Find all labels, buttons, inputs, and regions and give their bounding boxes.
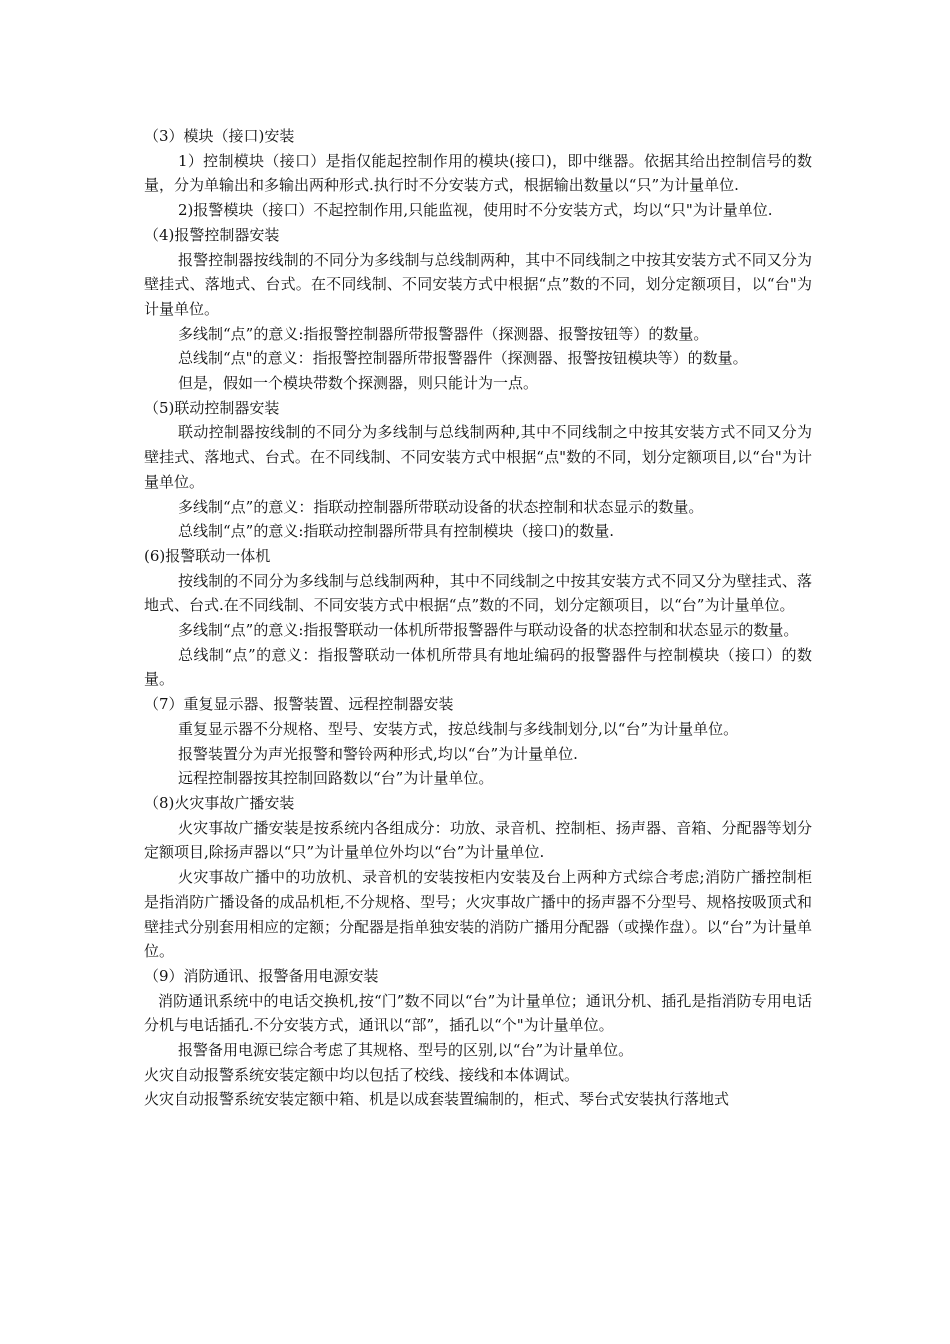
paragraph: 2)报警模块（接口）不起控制作用,只能监视，使用时不分安装方式，均以“只"为计量单位. (178, 201, 773, 220)
paragraph: 但是，假如一个模块带数个探测器，则只能计为一点。 (178, 374, 539, 393)
section-heading-4: （4)报警控制器安装 (144, 225, 280, 244)
paragraph: 总线制“点”的意义:指联动控制器所带具有控制模块（接口)的数量. (178, 522, 615, 541)
paragraph: 联动控制器按线制的不同分为多线制与总线制两种,其中不同线制之中按其安装方式不同又分为壁挂式、落地式、台式。在不同线制、不同安装方式中根据“点"数的不同，划分定额项目,以“台"为计量单位。 (144, 423, 812, 491)
paragraph: 报警备用电源已综合考虑了其规格、型号的区别,以“台”为计量单位。 (178, 1041, 634, 1060)
paragraph: 1）控制模块（接口）是指仅能起控制作用的模块(接口)，即中继器。依据其给出控制信号的数量，分为单输出和多输出两种形式.执行时不分安装方式，根据输出数量以“只”为计量单位. (144, 151, 812, 195)
paragraph: 报警控制器按线制的不同分为多线制与总线制两种，其中不同线制之中按其安装方式不同又分为壁挂式、落地式、台式。在不同线制、不同安装方式中根据“点”数的不同，划分定额项目，以“台"为计量单位。 (144, 250, 812, 318)
paragraph: 报警装置分为声光报警和警铃两种形式,均以“台”为计量单位. (178, 744, 578, 763)
paragraph: 重复显示器不分规格、型号、安装方式，按总线制与多线制划分,以“台”为计量单位。 (178, 719, 739, 738)
paragraph: 总线制“点”的意义：指报警联动一体机所带具有地址编码的报警器件与控制模块（接口）的数量。 (144, 645, 812, 689)
paragraph: 多线制“点”的意义:指报警控制器所带报警器件（探测器、报警按钮等）的数量。 (178, 324, 709, 343)
section-heading-8: （8)火灾事故广播安装 (144, 793, 295, 812)
section-heading-7: （7）重复显示器、报警装置、远程控制器安装 (144, 695, 454, 714)
paragraph: 远程控制器按其控制回路数以“台”为计量单位。 (178, 769, 494, 788)
paragraph: 火灾事故广播安装是按系统内各组成分：功放、录音机、控制柜、扬声器、音箱、分配器等划分定额项目,除扬声器以“只”为计量单位外均以“台”为计量单位. (144, 818, 812, 862)
section-heading-3: （3）模块（接口)安装 (144, 127, 295, 145)
section-heading-5: （5)联动控制器安装 (144, 398, 280, 417)
paragraph: 火灾事故广播中的功放机、录音机的安装按柜内安装及台上两种方式综合考虑;消防广播控制柜是指消防广播设备的成品机柜,不分规格、型号；火灾事故广播中的扬声器不分型号、规格按吸顶式和壁挂式分别套用相应的定额；分配器是指单独安装的消防广播用分配器（或操作盘）。以“台”为计量单位。 (144, 868, 812, 961)
section-heading-6: (6)报警联动一体机 (144, 546, 271, 565)
paragraph: 火灾自动报警系统安装定额中均以包括了校线、接线和本体调试。 (144, 1065, 580, 1084)
paragraph: 火灾自动报警系统安装定额中箱、机是以成套装置编制的，柜式、琴台式安装执行落地式 (144, 1090, 730, 1109)
paragraph: 多线制“点”的意义:指报警联动一体机所带报警器件与联动设备的状态控制和状态显示的数量。 (178, 621, 799, 640)
paragraph: 消防通讯系统中的电话交换机,按“门”数不同以“台”为计量单位；通讯分机、插孔是指消防专用电话分机与电话插孔.不分安装方式，通讯以“部”，插孔以“个"为计量单位。 (144, 991, 812, 1035)
section-heading-9: （9）消防通讯、报警备用电源安装 (144, 966, 379, 985)
paragraph: 按线制的不同分为多线制与总线制两种，其中不同线制之中按其安装方式不同又分为壁挂式、落地式、台式.在不同线制、不同安装方式中根据“点”数的不同，划分定额项目，以“台”为计量单位。 (144, 571, 812, 615)
document-body (144, 124, 812, 1112)
paragraph: 总线制“点"的意义：指报警控制器所带报警器件（探测器、报警按钮模块等）的数量。 (178, 349, 748, 368)
paragraph: 多线制“点”的意义：指联动控制器所带联动设备的状态控制和状态显示的数量。 (178, 497, 704, 516)
